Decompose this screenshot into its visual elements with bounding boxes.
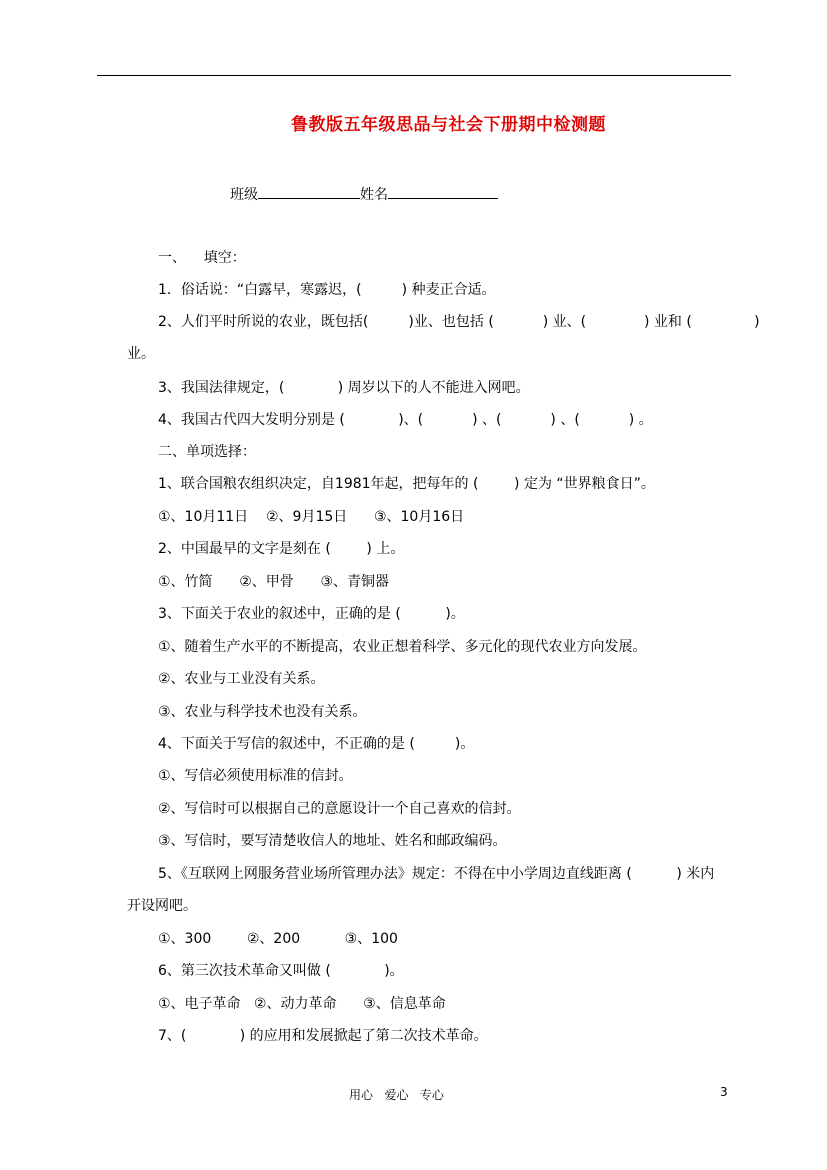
section-heading-fill-blank: 一、 填空： xyxy=(158,250,246,266)
option-line: ①、300 ②、200 ③、100 xyxy=(158,931,398,947)
question-line: 开设网吧。 xyxy=(127,898,197,914)
question-line: 业。 xyxy=(127,346,155,362)
question-line: 2、中国最早的文字是刻在 ( ) 上。 xyxy=(158,541,405,557)
option-line: ③、写信时，要写清楚收信人的地址、姓名和邮政编码。 xyxy=(158,833,507,849)
question-line: 4、我国古代四大发明分别是 ( )、( ) 、( ) 、( ) 。 xyxy=(158,412,653,428)
class-blank[interactable] xyxy=(258,184,360,199)
page-title: 鲁教版五年级思品与社会下册期中检测题 xyxy=(291,115,606,135)
student-info-line xyxy=(230,184,498,204)
question-line: 1、联合国粮农组织决定，自1981年起，把每年的 ( ) 定为 “世界粮食日”。 xyxy=(158,476,655,492)
question-line: 3、下面关于农业的叙述中，正确的是 ( )。 xyxy=(158,606,465,622)
option-line: ②、农业与工业没有关系。 xyxy=(158,671,325,687)
header-rule xyxy=(97,75,731,76)
option-line: ①、竹简 ②、甲骨 ③、青铜器 xyxy=(158,574,390,590)
option-line: ①、电子革命 ②、动力革命 ③、信息革命 xyxy=(158,996,446,1012)
question-line: 2、人们平时所说的农业，既包括( )业、也包括 ( ) 业、( ) 业和 ( ) xyxy=(158,314,760,330)
footer-motto: 用心 爱心 专心 xyxy=(349,1088,444,1102)
question-line: 5、《互联网上网服务营业场所管理办法》规定：不得在中小学周边直线距离 ( ) 米内 xyxy=(158,866,715,882)
question-line: 1．俗话说：“白露早，寒露迟，( ) 种麦正合适。 xyxy=(158,282,496,298)
option-line: ③、农业与科学技术也没有关系。 xyxy=(158,704,367,720)
question-line: 7、( ) 的应用和发展掀起了第二次技术革命。 xyxy=(158,1028,488,1044)
name-blank[interactable] xyxy=(388,184,498,199)
option-line: ①、10月11日 ②、9月15日 ③、10月16日 xyxy=(158,509,465,525)
option-line: ②、写信时可以根据自己的意愿设计一个自己喜欢的信封。 xyxy=(158,801,521,817)
option-line: ①、写信必须使用标准的信封。 xyxy=(158,768,353,784)
option-line: ①、随着生产水平的不断提高，农业正想着科学、多元化的现代农业方向发展。 xyxy=(158,639,647,655)
name-label: 姓名 xyxy=(360,187,388,203)
class-label: 班级 xyxy=(230,187,258,203)
section-heading-single-choice: 二、单项选择： xyxy=(158,444,256,460)
question-line: 3、我国法律规定，( ) 周岁以下的人不能进入网吧。 xyxy=(158,380,530,396)
page-number: 3 xyxy=(720,1085,728,1099)
question-line: 6、第三次技术革命又叫做 ( )。 xyxy=(158,963,404,979)
question-line: 4、下面关于写信的叙述中，不正确的是 ( )。 xyxy=(158,736,475,752)
